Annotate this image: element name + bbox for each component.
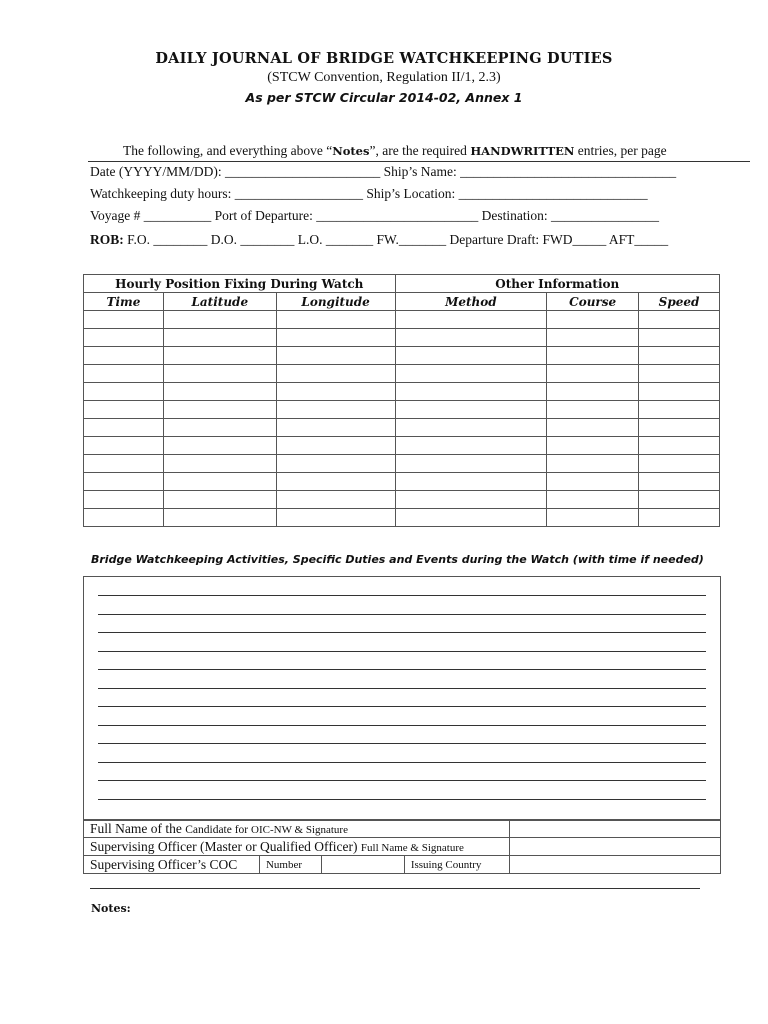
activity-writing-line[interactable] (98, 743, 706, 744)
position-cell-speed[interactable] (639, 311, 720, 329)
position-row (84, 491, 720, 509)
coc-country-field[interactable] (509, 856, 720, 874)
col-longitude-header: Longitude (276, 293, 395, 311)
position-cell-longitude[interactable] (276, 473, 395, 491)
position-cell-time[interactable] (84, 347, 164, 365)
position-cell-speed[interactable] (639, 365, 720, 383)
candidate-signature-field[interactable] (509, 820, 720, 838)
candidate-label-sub: Candidate for (185, 823, 252, 836)
position-cell-longitude[interactable] (276, 401, 395, 419)
position-cell-latitude[interactable] (163, 383, 276, 401)
position-cell-speed[interactable] (639, 347, 720, 365)
position-cell-longitude[interactable] (276, 383, 395, 401)
position-cell-time[interactable] (84, 365, 164, 383)
candidate-label-main: Full Name of the (90, 820, 186, 836)
position-cell-course[interactable] (547, 473, 639, 491)
position-cell-course[interactable] (547, 347, 639, 365)
position-cell-latitude[interactable] (163, 311, 276, 329)
position-cell-method[interactable] (395, 455, 547, 473)
coc-country-label: Issuing Country (404, 856, 509, 874)
position-cell-method[interactable] (395, 473, 547, 491)
position-cell-speed[interactable] (639, 383, 720, 401)
position-row (84, 473, 720, 491)
supervisor-label-small: Full Name & Signature (360, 841, 464, 854)
position-cell-method[interactable] (395, 329, 547, 347)
position-cell-longitude[interactable] (276, 329, 395, 347)
position-cell-longitude[interactable] (276, 509, 395, 527)
candidate-label-small: OIC-NW & Signature (251, 823, 348, 836)
position-cell-latitude[interactable] (163, 365, 276, 383)
position-cell-longitude[interactable] (276, 311, 395, 329)
activity-writing-line[interactable] (98, 669, 706, 670)
position-row (84, 419, 720, 437)
activity-writing-line[interactable] (98, 632, 706, 633)
position-cell-method[interactable] (395, 365, 547, 383)
position-row (84, 509, 720, 527)
position-cell-time[interactable] (84, 419, 164, 437)
activity-writing-line[interactable] (98, 595, 706, 596)
position-cell-speed[interactable] (639, 509, 720, 527)
position-cell-latitude[interactable] (163, 491, 276, 509)
position-cell-method[interactable] (395, 311, 547, 329)
coc-number-label: Number (259, 856, 321, 874)
position-row (84, 455, 720, 473)
position-row (84, 437, 720, 455)
activity-writing-line[interactable] (98, 799, 706, 800)
position-row (84, 347, 720, 365)
col-speed-header: Speed (639, 293, 720, 311)
position-row (84, 329, 720, 347)
coc-number-field[interactable] (321, 856, 404, 874)
position-cell-method[interactable] (395, 347, 547, 365)
position-cell-longitude[interactable] (276, 437, 395, 455)
position-cell-course[interactable] (547, 401, 639, 419)
rob-fields: F.O. ________ D.O. ________ L.O. _______ FW._______ Departure Draft: FWD_____ AFT_____ (123, 232, 669, 247)
position-cell-time[interactable] (84, 383, 164, 401)
position-cell-course[interactable] (547, 383, 639, 401)
intro-text-mid: ”, are the required (369, 143, 471, 158)
position-cell-method[interactable] (395, 419, 547, 437)
position-cell-speed[interactable] (639, 473, 720, 491)
form-subtitle: (STCW Convention, Regulation II/1, 2.3) (267, 70, 501, 85)
supervisor-coc-row (84, 856, 721, 874)
col-time-header: Time (84, 293, 164, 311)
position-row (84, 311, 720, 329)
candidate-label (84, 820, 510, 838)
col-course-header: Course (547, 293, 639, 311)
position-cell-speed[interactable] (639, 455, 720, 473)
position-fixing-table (83, 274, 720, 527)
position-cell-course[interactable] (547, 419, 639, 437)
supervisor-label (84, 838, 510, 856)
activity-writing-line[interactable] (98, 651, 706, 652)
position-cell-longitude[interactable] (276, 491, 395, 509)
supervisor-signature-row (84, 838, 721, 856)
position-cell-course[interactable] (547, 509, 639, 527)
coc-label: Supervising Officer’s COC (84, 856, 260, 874)
signature-table (83, 819, 721, 874)
intro-notes-word: Notes (332, 144, 370, 158)
bottom-divider (90, 888, 700, 889)
position-cell-longitude[interactable] (276, 419, 395, 437)
position-cell-speed[interactable] (639, 437, 720, 455)
position-cell-time[interactable] (84, 455, 164, 473)
position-cell-course[interactable] (547, 311, 639, 329)
position-cell-time[interactable] (84, 509, 164, 527)
notes-label: Notes: (91, 902, 131, 915)
position-cell-method[interactable] (395, 509, 547, 527)
col-latitude-header: Latitude (163, 293, 276, 311)
position-cell-time[interactable] (84, 401, 164, 419)
position-cell-longitude[interactable] (276, 455, 395, 473)
intro-handwritten-word: HANDWRITTEN (470, 144, 575, 158)
position-cell-latitude[interactable] (163, 347, 276, 365)
position-cell-time[interactable] (84, 437, 164, 455)
position-cell-course[interactable] (547, 365, 639, 383)
position-row (84, 401, 720, 419)
position-cell-speed[interactable] (639, 491, 720, 509)
rob-draft-line[interactable] (90, 232, 668, 248)
position-cell-time[interactable] (84, 311, 164, 329)
position-cell-latitude[interactable] (163, 329, 276, 347)
position-row (84, 365, 720, 383)
position-cell-method[interactable] (395, 491, 547, 509)
position-cell-time[interactable] (84, 491, 164, 509)
position-cell-time[interactable] (84, 329, 164, 347)
position-table-body (84, 311, 720, 527)
activity-writing-line[interactable] (98, 762, 706, 763)
position-cell-latitude[interactable] (163, 419, 276, 437)
other-information-header: Other Information (395, 275, 719, 293)
voyage-departure-destination-line[interactable]: Voyage # __________ Port of Departure: ________________________ Destination: ________________ (90, 208, 659, 223)
date-shipname-line[interactable]: Date (YYYY/MM/DD): _______________________ Ship’s Name: ________________________________ (90, 164, 677, 179)
position-cell-longitude[interactable] (276, 347, 395, 365)
form-circular-reference: As per STCW Circular 2014-02, Annex 1 (245, 90, 523, 105)
activity-writing-line[interactable] (98, 688, 706, 689)
intro-instructions (123, 143, 667, 159)
position-cell-speed[interactable] (639, 401, 720, 419)
position-cell-latitude[interactable] (163, 509, 276, 527)
supervisor-signature-field[interactable] (509, 838, 720, 856)
position-cell-course[interactable] (547, 491, 639, 509)
form-title: DAILY JOURNAL OF BRIDGE WATCHKEEPING DUTIES (155, 50, 613, 67)
position-cell-method[interactable] (395, 383, 547, 401)
position-cell-method[interactable] (395, 437, 547, 455)
position-cell-latitude[interactable] (163, 401, 276, 419)
position-cell-speed[interactable] (639, 419, 720, 437)
position-cell-method[interactable] (395, 401, 547, 419)
duty-hours-location-line[interactable]: Watchkeeping duty hours: ___________________ Ship’s Location: ____________________________ (90, 186, 648, 201)
position-cell-latitude[interactable] (163, 437, 276, 455)
position-cell-course[interactable] (547, 437, 639, 455)
position-cell-longitude[interactable] (276, 365, 395, 383)
position-cell-speed[interactable] (639, 329, 720, 347)
activity-writing-line[interactable] (98, 780, 706, 781)
activities-box (83, 576, 721, 821)
rob-label: ROB: (90, 232, 124, 247)
intro-text-pre: The following, and everything above “ (123, 143, 333, 158)
position-row (84, 383, 720, 401)
activities-title: Bridge Watchkeeping Activities, Specific Duties and Events during the Watch (with time if needed) (91, 553, 704, 566)
hourly-position-header: Hourly Position Fixing During Watch (84, 275, 396, 293)
activity-writing-line[interactable] (98, 725, 706, 726)
activity-writing-line[interactable] (98, 614, 706, 615)
position-cell-latitude[interactable] (163, 473, 276, 491)
position-cell-course[interactable] (547, 455, 639, 473)
position-cell-course[interactable] (547, 329, 639, 347)
candidate-signature-row (84, 820, 721, 838)
col-method-header: Method (395, 293, 547, 311)
position-cell-time[interactable] (84, 473, 164, 491)
supervisor-label-main: Supervising Officer (Master or Qualified Officer) (90, 838, 361, 854)
intro-divider (88, 161, 750, 162)
activity-writing-line[interactable] (98, 706, 706, 707)
intro-text-post: entries, per page (574, 143, 667, 158)
position-cell-latitude[interactable] (163, 455, 276, 473)
